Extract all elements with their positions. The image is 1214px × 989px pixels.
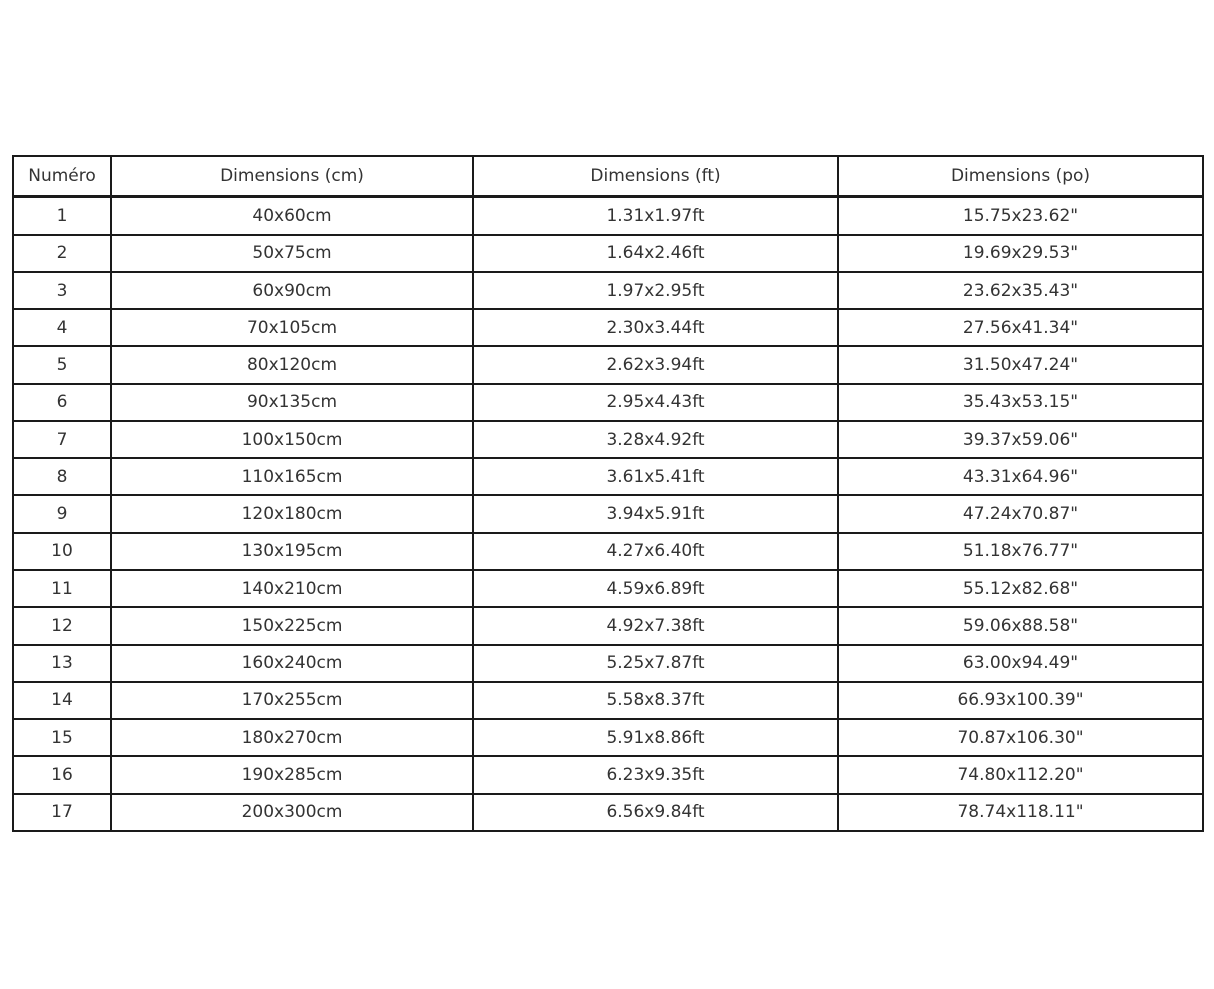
cell-dimensions-ft: 3.28x4.92ft	[473, 421, 838, 458]
table-header	[13, 156, 1203, 197]
header-row	[13, 156, 1203, 197]
cell-numero: 7	[13, 421, 111, 458]
cell-dimensions-cm: 40x60cm	[111, 197, 473, 235]
cell-dimensions-po: 15.75x23.62"	[838, 197, 1203, 235]
cell-numero: 11	[13, 570, 111, 607]
cell-dimensions-po: 55.12x82.68"	[838, 570, 1203, 607]
cell-dimensions-ft: 6.23x9.35ft	[473, 756, 838, 793]
cell-dimensions-ft: 5.58x8.37ft	[473, 682, 838, 719]
table-body	[13, 197, 1203, 832]
cell-dimensions-po: 43.31x64.96"	[838, 458, 1203, 495]
cell-dimensions-cm: 90x135cm	[111, 384, 473, 421]
table-row	[13, 756, 1203, 793]
header-dimensions-cm: Dimensions (cm)	[111, 156, 473, 197]
cell-numero: 8	[13, 458, 111, 495]
table-row	[13, 607, 1203, 644]
table-row	[13, 645, 1203, 682]
cell-dimensions-ft: 3.61x5.41ft	[473, 458, 838, 495]
cell-dimensions-po: 23.62x35.43"	[838, 272, 1203, 309]
cell-numero: 3	[13, 272, 111, 309]
cell-dimensions-po: 59.06x88.58"	[838, 607, 1203, 644]
table-row	[13, 309, 1203, 346]
cell-dimensions-cm: 50x75cm	[111, 235, 473, 272]
cell-numero: 5	[13, 346, 111, 383]
cell-dimensions-po: 35.43x53.15"	[838, 384, 1203, 421]
cell-dimensions-ft: 2.62x3.94ft	[473, 346, 838, 383]
cell-numero: 15	[13, 719, 111, 756]
cell-dimensions-po: 63.00x94.49"	[838, 645, 1203, 682]
cell-dimensions-po: 74.80x112.20"	[838, 756, 1203, 793]
cell-dimensions-po: 19.69x29.53"	[838, 235, 1203, 272]
cell-dimensions-cm: 170x255cm	[111, 682, 473, 719]
cell-dimensions-ft: 5.91x8.86ft	[473, 719, 838, 756]
cell-dimensions-ft: 2.95x4.43ft	[473, 384, 838, 421]
cell-numero: 9	[13, 495, 111, 532]
table-row	[13, 384, 1203, 421]
cell-dimensions-po: 31.50x47.24"	[838, 346, 1203, 383]
header-numero: Numéro	[13, 156, 111, 197]
cell-dimensions-cm: 100x150cm	[111, 421, 473, 458]
cell-numero: 14	[13, 682, 111, 719]
cell-numero: 17	[13, 794, 111, 831]
cell-dimensions-po: 51.18x76.77"	[838, 533, 1203, 570]
cell-dimensions-po: 70.87x106.30"	[838, 719, 1203, 756]
table-row	[13, 794, 1203, 831]
cell-numero: 13	[13, 645, 111, 682]
cell-dimensions-po: 27.56x41.34"	[838, 309, 1203, 346]
cell-numero: 16	[13, 756, 111, 793]
cell-dimensions-ft: 1.97x2.95ft	[473, 272, 838, 309]
cell-dimensions-ft: 6.56x9.84ft	[473, 794, 838, 831]
cell-dimensions-ft: 4.59x6.89ft	[473, 570, 838, 607]
cell-dimensions-ft: 1.31x1.97ft	[473, 197, 838, 235]
cell-dimensions-ft: 4.27x6.40ft	[473, 533, 838, 570]
table-row	[13, 197, 1203, 235]
cell-dimensions-ft: 4.92x7.38ft	[473, 607, 838, 644]
cell-dimensions-ft: 5.25x7.87ft	[473, 645, 838, 682]
header-dimensions-ft: Dimensions (ft)	[473, 156, 838, 197]
size-conversion-table	[12, 155, 1204, 832]
table-row	[13, 719, 1203, 756]
table-row	[13, 495, 1203, 532]
cell-dimensions-po: 39.37x59.06"	[838, 421, 1203, 458]
cell-numero: 6	[13, 384, 111, 421]
cell-numero: 4	[13, 309, 111, 346]
header-dimensions-po: Dimensions (po)	[838, 156, 1203, 197]
cell-dimensions-cm: 60x90cm	[111, 272, 473, 309]
cell-dimensions-cm: 160x240cm	[111, 645, 473, 682]
cell-dimensions-cm: 180x270cm	[111, 719, 473, 756]
cell-dimensions-ft: 1.64x2.46ft	[473, 235, 838, 272]
table-row	[13, 570, 1203, 607]
table-row	[13, 272, 1203, 309]
cell-dimensions-cm: 110x165cm	[111, 458, 473, 495]
table-row	[13, 235, 1203, 272]
table-row	[13, 346, 1203, 383]
cell-dimensions-cm: 70x105cm	[111, 309, 473, 346]
cell-dimensions-cm: 200x300cm	[111, 794, 473, 831]
table-row	[13, 533, 1203, 570]
cell-dimensions-cm: 130x195cm	[111, 533, 473, 570]
cell-dimensions-cm: 140x210cm	[111, 570, 473, 607]
table-row	[13, 682, 1203, 719]
cell-numero: 12	[13, 607, 111, 644]
table-row	[13, 458, 1203, 495]
cell-numero: 10	[13, 533, 111, 570]
cell-dimensions-po: 47.24x70.87"	[838, 495, 1203, 532]
cell-dimensions-cm: 80x120cm	[111, 346, 473, 383]
cell-dimensions-cm: 150x225cm	[111, 607, 473, 644]
cell-numero: 1	[13, 197, 111, 235]
cell-numero: 2	[13, 235, 111, 272]
cell-dimensions-po: 66.93x100.39"	[838, 682, 1203, 719]
cell-dimensions-cm: 120x180cm	[111, 495, 473, 532]
cell-dimensions-ft: 2.30x3.44ft	[473, 309, 838, 346]
cell-dimensions-ft: 3.94x5.91ft	[473, 495, 838, 532]
table-row	[13, 421, 1203, 458]
cell-dimensions-cm: 190x285cm	[111, 756, 473, 793]
cell-dimensions-po: 78.74x118.11"	[838, 794, 1203, 831]
